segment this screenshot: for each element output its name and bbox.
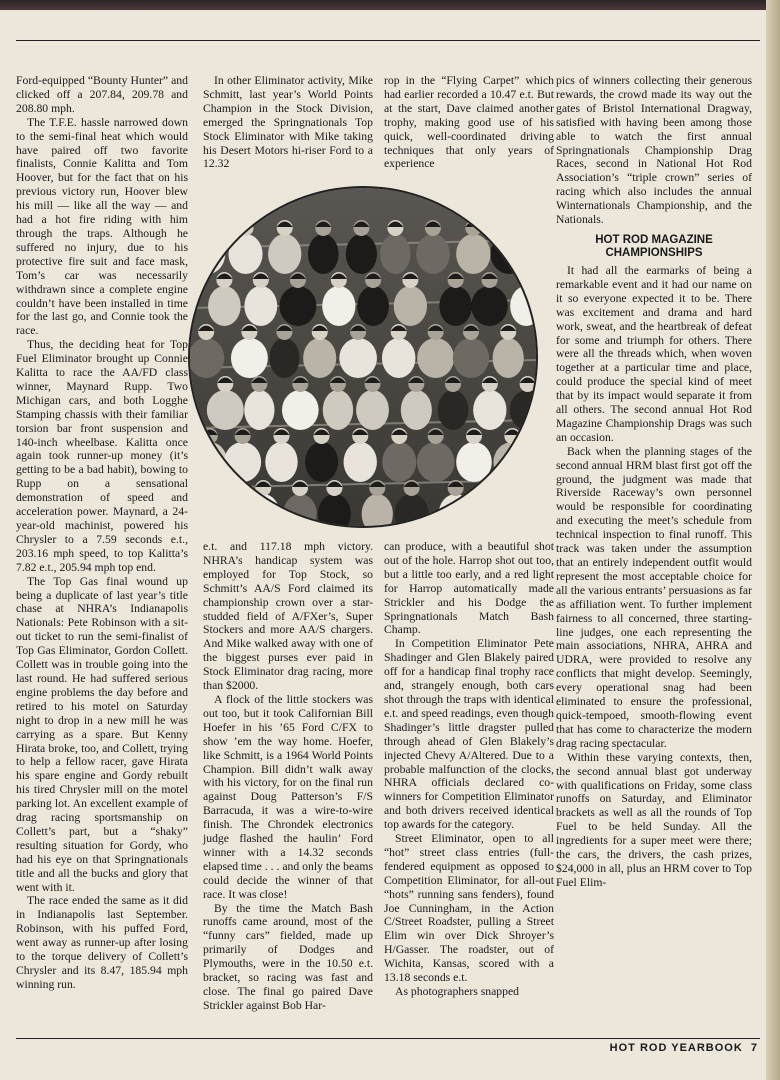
paragraph: pics of winners collecting their generous rewards, the crowd made its way out the gates of Bristol International Dragway, satisfied with having been among those able to watch the first annual Springnationals Championship Drag Races, second in National Hot Rod Association’s “triple crown” series of racing which also includes the annual Winternationals Championship, and the Nationals. (556, 74, 752, 227)
column-3-bottom (384, 540, 554, 999)
binding-spine (766, 0, 780, 1080)
paragraph: In Competition Eliminator Pete Shadinger and Glen Blakely paired off for a handicap final trophy race and, strangely enough, both cars shot through the traps with identical e.t. and speed readings, even though Shadinger’s little dragster pulled through ahead of Glen Blakely’s injected Chevy A/Altered. Due to a probable malfunction of the clocks, NHRA officials declared co-winners for Competition Eliminator and both drivers received identical top awards for the category. (384, 637, 554, 832)
paragraph: It had all the earmarks of being a remarkable event and it had our name on it so everyone expected it to be. There was excitement and drama and hard work, sweat, and the heartbreak of defeat for some and triumph for others. There were all the threads which, when woven together at a particular time and place, could produce the special kind of meet that by its impact would separate it from all others. The second annual Hot Rod Magazine Championship Drags was such an occasion. (556, 263, 752, 444)
paragraph: A flock of the little stockers was out too, but it took Californian Bill Hoefer in his ’65 Ford C/FX to show ’em the way home. Hoefer, like Schmitt, is a 1964 World Points Champion. Bill didn’t walk away with his victory, for on the final run against Doug Patterson’s F/S Barracuda, it was a wire-to-wire finish. The Chrondek electronics judge flashed the haulin’ Ford winner with a 14.32 seconds elapsed time . . . and only the beams could decide the winner of that race. It was close! (203, 692, 373, 901)
paragraph: The Top Gas final wound up being a duplicate of last year’s title chase at NHRA’s Indianapolis Nationals: Pete Robinson with a sit-out ticket to run the semi-finalist of Top Gas Eliminator, Gordon Collett. Collett was in trouble going into the last round. He had suffered serious engine problems the day before and retired to his motel on Saturday night to drop in a new mill he was carrying as a spare. But Kenny Hirata broke, too, and Collett, trying to help a fellow racer, gave Hirata his spare engine and Gordy rebuilt his tired Chrysler mill on the motel parking lot. An excellent example of drag racing sportsmanship on Collett’s part, but a “shaky” resulting situation for Gordy, who had his eye on that Springnationals title and all the bucks and glory that went with it. (16, 574, 188, 894)
page-footer (606, 1042, 758, 1054)
paragraph: can produce, with a beautiful shot out of the hole. Harrop shot out too, but a little too early, and a red light for Harrop automatically made Strickler and his Dodge the Springnationals Match Bash Champ. (384, 540, 554, 637)
crowd-photo (188, 186, 538, 528)
top-rule (16, 40, 760, 41)
column-3-top (384, 74, 554, 171)
crowd-photo-illustration (190, 188, 536, 526)
paragraph: The T.F.E. hassle narrowed down to the semi-final heat which would have paired off two favorite finalists, Connie Kalitta and Tom Hoover, but for the fact that on his previous victory run, Hoover blew his mill — like all the way — and had a hot fire riding with him through the traps. Although he suffered no injury, due to his protective fire suit and face mask, Tom’s car was necessarily withdrawn since a complete engine couldn’t have been installed in time for the last go, and Connie took the race. (16, 115, 188, 338)
paragraph: Thus, the deciding heat for Top Fuel Eliminator brought up Connie Kalitta to race the AA/FD class winner, Maynard Rupp. Two Michigan cars, and both Logghe Stamping chassis with their familiar torsion bar front suspension and 140-inch wheelbase. Kalitta once again took runner-up money (it’s getting to be a bad habit), bowing to Rupp on a sensational demonstration of speed and acceleration power. Maynard, a 24-year-old machinist, powered his Chrysler to a 7.59 seconds e.t., 203.16 mph speed, to top Kalitta’s 7.82 e.t., 205.94 mph top end. (16, 338, 188, 574)
paragraph: In other Eliminator activity, Mike Schmitt, last year’s World Points Champion in the Stock Division, emerged the Springnationals Top Stock Eliminator with Mike taking his Desert Motors hi-riser Ford to a 12.32 (203, 74, 373, 171)
column-1 (16, 74, 188, 992)
column-4 (556, 74, 752, 890)
page-number: 7 (750, 1042, 758, 1054)
paragraph: By the time the Match Bash runoffs came around, most of the “funny cars” fielded, made up primarily of Dodges and Plymouths, were in the 10.50 e.t. bracket, so racing was fast and close. The final go paired Dave Strickler against Bob Har- (203, 901, 373, 1012)
paragraph: As photographers snapped (395, 985, 519, 998)
paragraph: Ford-equipped “Bounty Hunter” and clicked off a 207.84, 209.78 and 208.80 mph. (16, 74, 188, 115)
paragraph: Back when the planning stages of the second annual HRM blast first got off the ground, the judgment was made that Riverside Raceway’s own personnel would be responsible for coordinating and executing the meet’s schedule from technical inspection to final runoff. This track was taken under the assumption that an entirely independent outfit would represent the most acceptable choice for all the various entrants’ persuasions as far as affiliation went. To further implement fairness to all concerned, three starting-line judges, one each representing the main associations, NHRA, AHRA and UDRA, were provided to resolve any conflicts that might develop. Seemingly, every operational snag had been eliminated to ensure the professional, quick-tempoed, smooth-flowing event that has come to characterize the modern drag racing spectacular. (556, 444, 752, 750)
column-2-top (203, 74, 373, 171)
publication-title: HOT ROD YEARBOOK (609, 1042, 743, 1054)
page-top-edge (0, 0, 780, 10)
paragraph: e.t. and 117.18 mph victory. NHRA’s handicap system was employed for Top Stock, so Schmitt’s AA/S Ford claimed its championship crown over a star-studded field of A/FXer’s, Super Stockers and more AA/S chargers. And Mike walked away with one of the biggest purses ever paid in Stock Eliminator drag racing, more than $2000. (203, 540, 373, 693)
paragraph: rop in the “Flying Carpet” which had earlier recorded a 10.47 e.t. But at the start, Dave claimed another trophy, making good use of his quick, well-coordinated driving techniques that only years of experience (384, 74, 554, 171)
paragraph: Street Eliminator, open to all “hot” street class entries (full-fendered equipment as opposed to Competition Eliminator, for all-out “hots” running sans fenders), found Joe Cunningham, in the Action C/Street Roadster, pulling a Street Elim win over Dick Shroyer’s H/Gasser. The roadster, out of Wichita, Kansas, scored with a 13.18 seconds e.t. (384, 832, 554, 985)
column-2-bottom (203, 540, 373, 1013)
section-heading: HOT ROD MAGAZINE CHAMPIONSHIPS (595, 233, 713, 259)
paragraph: Within these varying contexts, then, the second annual blast got underway with qualifications on Friday, some class runoffs on Saturday, and Eliminator brackets as well as all the rounds of Top Fuel to be held Sunday. All the ingredients for a super meet were there; the cars, the drivers, the cash prizes, $24,000 in all, plus an HRM cover to Top Fuel Elim- (556, 750, 752, 889)
paragraph: The race ended the same as it did in Indianapolis last September. Robinson, with his puffed Ford, went away as runner-up after losing to the torque delivery of Collett’s Chrysler and its 8.47, 185.94 mph winning run. (16, 894, 188, 991)
bottom-rule (16, 1038, 760, 1039)
